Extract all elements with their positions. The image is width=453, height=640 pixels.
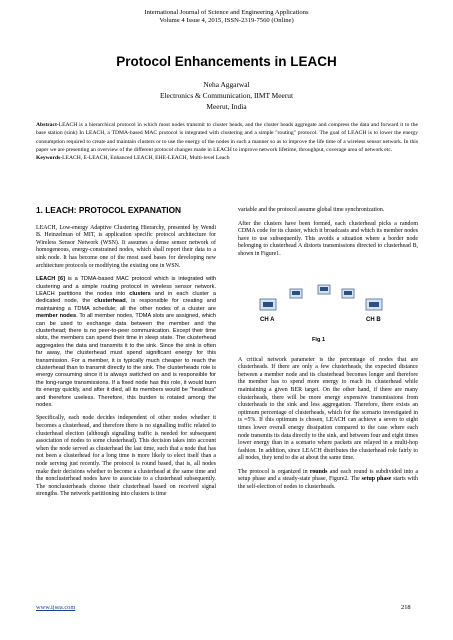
cluster-b-node-icon bbox=[366, 299, 382, 310]
paragraph: LEACH, Low-energy Adaptive Clustering Hierarchy, presented by Wendi B. Heinzelman of MIT, is application specific protocol architecture for Wireless Sensor Network (WSN). It assumes a dense sensor network of homogeneous, energy-constrained nodes, which shall report their data to a sink node. It has become one of the most used bases for developing new architecture protocols or modifying the existing one in WSN. bbox=[36, 224, 216, 269]
abstract bbox=[36, 121, 418, 162]
text-run: starts with the self-election of nodes to clusterheads. bbox=[238, 476, 418, 491]
paragraph: Specifically, each node decides independent of other nodes whether it becomes a clusterhead, and therefore there is no signalling traffic related to clusterhead election (although signalling traffic is needed for subsequent association of nodes to some clusterhead). This decision takes into account when the node served as clusterhead the last time, such that a node that has not been a clusterhead for a long time is more likely to elect itself than a node serving just recently. The protocol is round based, that is, all nodes make their decisions whether to become a clusterhead at the same time and the nonclusterhead nodes have to associate to a clusterhead subsequently. The nonclusterheads choose their clusterhead based on received signal strengths. The network partitioning into clusters is time bbox=[36, 415, 216, 498]
author-block bbox=[0, 80, 453, 112]
figure-1 bbox=[238, 265, 418, 351]
paper-title: Protocol Enhancements in LEACH bbox=[116, 54, 337, 69]
text-run: The protocol is organized in bbox=[238, 468, 310, 475]
text-run: , is responsible for creating and maintaining a TDMA schedule; all the other nodes of a cluster are bbox=[36, 298, 217, 312]
author-location: Meerut, India bbox=[206, 101, 247, 111]
text-run: and each round is subdivided into a setup phase and a steady-state phase, Figure2. The bbox=[238, 468, 419, 483]
cluster-a-node-icon bbox=[260, 299, 276, 310]
text-run: . To all member nodes, TDMA slots are assigned, which can be used to exchange data between the member and the clusterhead; there is no peer-to-peer communication. Except their time slots, the members can spend their time in sleep state. The clusterhead aggregates the data and transmits it to the sink. Since the sink is often far away, the clusterhead must spend significant energy for this transmission. For a member, it is typically much cheaper to reach the clusterhead than to transmit directly to the sink. The clusterheads role is energy consuming since it is always switched on and is responsible for the long-range transmissions. If a fixed node has this role, it would burn its energy quickly, and after it died, all its members would be "headless" and therefore useless. Therefore, this burden is rotated among the nodes. bbox=[36, 313, 216, 409]
left-column bbox=[36, 207, 216, 505]
figure-caption: Fig 1 bbox=[312, 336, 326, 343]
bold-term: rounds bbox=[309, 468, 328, 475]
cluster-diagram bbox=[238, 265, 418, 337]
bold-term: clusters bbox=[129, 290, 151, 297]
keywords-text: LEACH, E-LEACH, Enhanced LEACH, EHE-LEACH, Multi-level Leach bbox=[62, 155, 230, 162]
author-name: Neha Aggarwal bbox=[203, 80, 250, 89]
abstract-text: LEACH is a hierarchical protocol in which most nodes transmit to cluster heads, and the cluster heads aggregate and compress the data and forward it to the base station (sink) In LEACH, a TDMA-based MAC protocol is integrated with clustering and a simple "routing" protocol. The goal of LEACH is to lower the energy consumption required to create and maintain clusters or to use the energy of the nodes in such a manner so as to improve the life time of a wireless sensor network. In this paper we are presenting an overview of the different protocol changes made in LEACH to improve network lifetime, throughput, coverage area of network etc. bbox=[36, 122, 418, 153]
paragraph: A critical network parameter is the percentage of nodes that are clusterheads. If there are only a few clusterheads, the expected distance between a member node and its clusterhead becomes longer and therefore the member has to spend more energy to reach its clusterhead while maintaining a given BER target. On the other hand, if there are many clusterheads, there will be more energy expensive transmissions from clusterheads to the sink and less aggregation. Therefore, there exists an optimum percentage of clusterheads, which for the scenario investigated in is ≈5%. If this optimum is chosen, LEACH can achieve a seven to eight times lower overall energy dissipation compared to the case where each node transmits its data directly to the sink, and between four and eight times lower energy than in a scenario where packets are relayed in a multi-hop fashion. In addition, since LEACH distributes the clusterhead role fairly to all nodes, they tend to die at about the same time. bbox=[238, 356, 418, 462]
keywords-label: Keywords- bbox=[36, 155, 63, 162]
bold-term: clusterhead bbox=[94, 298, 126, 305]
bold-term: setup phase bbox=[361, 476, 392, 483]
cluster-b-label: CH B bbox=[366, 316, 381, 323]
page-number: 218 bbox=[401, 604, 411, 611]
journal-volume: Volume 4 Issue 4, 2015, ISSN-2319-7560 (Online) bbox=[159, 17, 294, 25]
member-node-icon bbox=[290, 289, 302, 298]
paragraph bbox=[238, 469, 418, 492]
journal-header bbox=[0, 9, 453, 26]
text-run: and in each cluster a dedicated node, the bbox=[36, 290, 216, 305]
paragraph bbox=[36, 276, 216, 409]
bold-term: LEACH [6] bbox=[36, 276, 65, 283]
abstract-label: Abstract- bbox=[36, 122, 59, 128]
member-node-icon bbox=[342, 289, 354, 298]
journal-website-link[interactable]: www.ijsea.com bbox=[36, 604, 76, 611]
bold-term: member nodes bbox=[36, 313, 77, 320]
author-affiliation: Electronics & Communication, IIMT Meerut bbox=[159, 90, 294, 100]
paragraph: variable and the protocol assume global time synchronization. bbox=[238, 207, 385, 213]
text-run: is a TDMA-based MAC protocol which is integrated with clustering and a simple routing protocol in wireless sensor network. LEACH partitions the nodes into bbox=[36, 276, 216, 297]
cluster-a-label: CH A bbox=[260, 316, 275, 323]
journal-name: International Journal of Science and Engineering Applications bbox=[144, 9, 309, 16]
right-column bbox=[238, 207, 418, 498]
section-heading: 1. LEACH: PROTOCOL EXPANATION bbox=[36, 205, 182, 215]
border-node-icon bbox=[318, 285, 330, 294]
paragraph: After the clusters have been formed, each clusterhead picks a random CDMA code for its cluster, which it broadcasts and which its member nodes have to use subsequently. This avoids a situation where a border node belonging to clusterhead A distorts transmissions directed to clusterhead B, shown in Figure1. bbox=[238, 220, 418, 257]
